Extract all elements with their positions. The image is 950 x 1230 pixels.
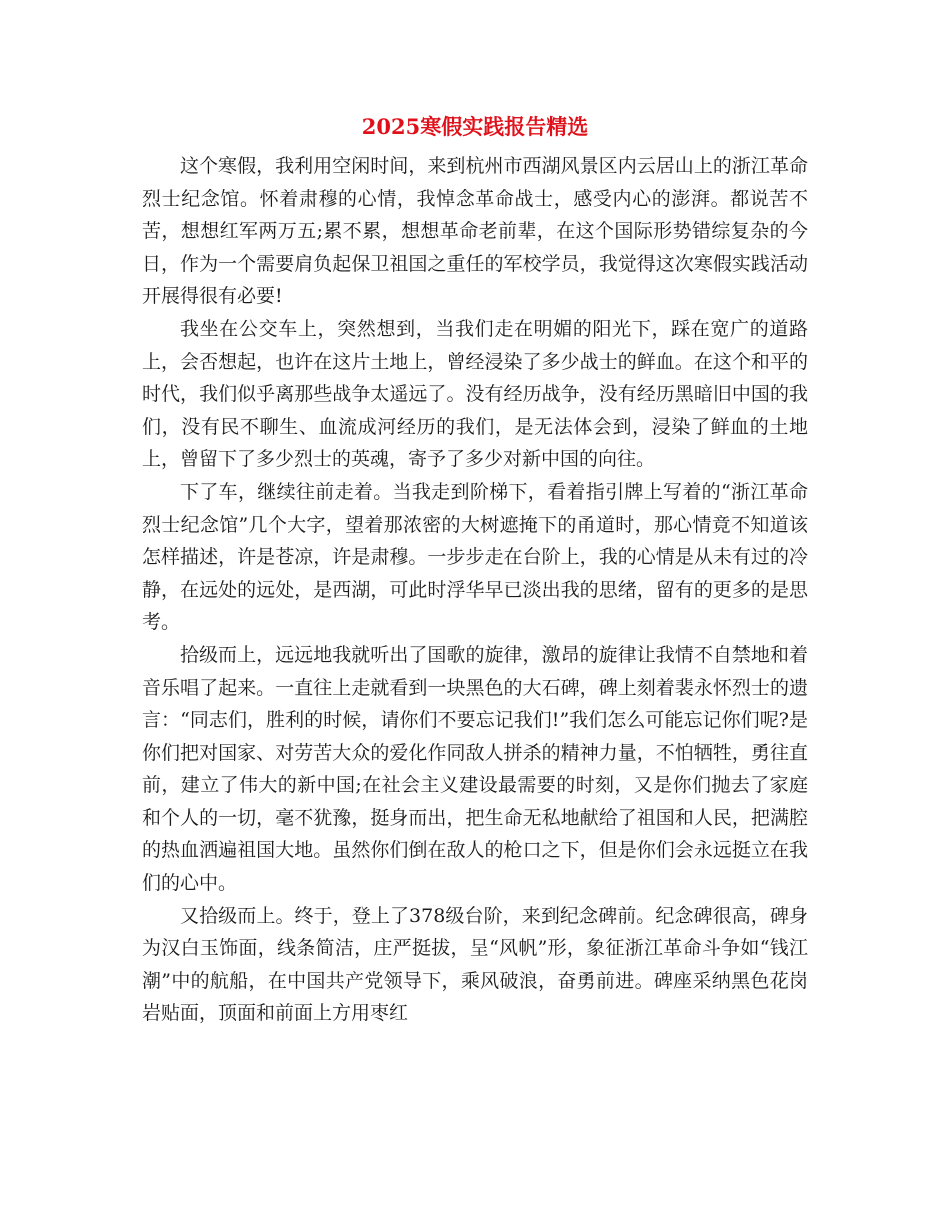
paragraph: 拾级而上，远远地我就听出了国歌的旋律，激昂的旋律让我情不自禁地和着音乐唱了起来。一直往上走就看到一块黑色的大石碑，碑上刻着裴永怀烈士的遗言：“同志们，胜利的时候，请你们不要忘记我们!”我们怎么可能忘记你们呢?是你们把对国家、对劳苦大众的爱化作同敌人拼杀的精神力量，不怕牺牲，勇往直前，建立了伟大的新中国;在社会主义建设最需要的时刻，又是你们抛去了家庭和个人的一切，毫不犹豫，挺身而出，把生命无私地献给了祖国和人民，把满腔的热血洒遍祖国大地。虽然你们倒在敌人的枪口之下，但是你们会永远挺立在我们的心中。	[142, 643, 808, 895]
paragraph: 下了车，继续往前走着。当我走到阶梯下，看着指引牌上写着的“浙江革命烈士纪念馆”几个大字，望着那浓密的大树遮掩下的甬道时，那心情竟不知道该怎样描述，许是苍凉，许是肃穆。一步步走在台阶上，我的心情是从未有过的冷静，在远处的远处，是西湖，可此时浮华早已淡出我的思绪，留有的更多的是思考。	[142, 480, 808, 634]
paragraph: 我坐在公交车上，突然想到，当我们走在明媚的阳光下，踩在宽广的道路上，会否想起，也许在这片土地上，曾经浸染了多少战士的鲜血。在这个和平的时代，我们似乎离那些战争太遥远了。没有经历战争，没有经历黑暗旧中国的我们，没有民不聊生、血流成河经历的我们，是无法体会到，浸染了鲜血的土地上，曾留下了多少烈士的英魂，寄予了多少对新中国的向往。	[142, 317, 808, 471]
document-body	[142, 150, 808, 1030]
paragraph: 又拾级而上。终于，登上了378级台阶，来到纪念碑前。纪念碑很高，碑身为汉白玉饰面，线条简洁，庄严挺拔，呈“风帆”形，象征浙江革命斗争如“钱江潮”中的航船，在中国共产党领导下，乘风破浪，奋勇前进。碑座采纳黑色花岗岩贴面，顶面和前面上方用枣红	[142, 904, 808, 1025]
paragraph: 这个寒假，我利用空闲时间，来到杭州市西湖风景区内云居山上的浙江革命烈士纪念馆。怀着肃穆的心情，我悼念革命战士，感受内心的澎湃。都说苦不苦，想想红军两万五;累不累，想想革命老前辈，在这个国际形势错综复杂的今日，作为一个需要肩负起保卫祖国之重任的军校学员，我觉得这次寒假实践活动开展得很有必要!	[142, 155, 808, 308]
document-title: 2025寒假实践报告精选	[361, 114, 589, 139]
